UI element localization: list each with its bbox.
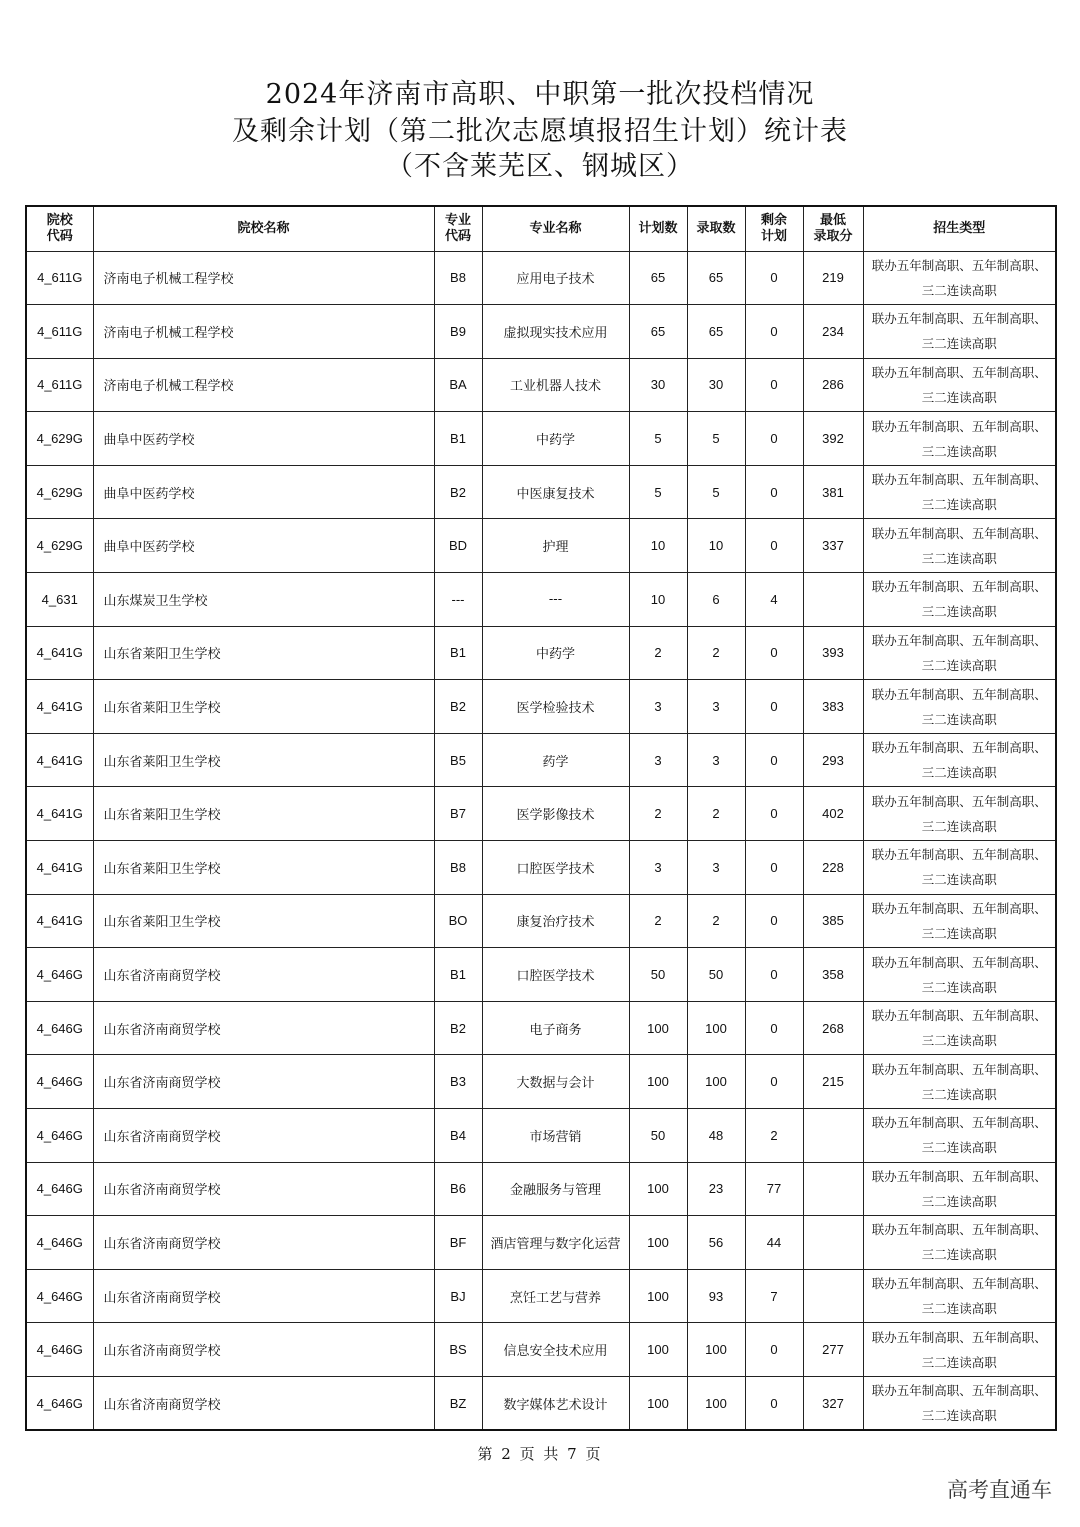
school-code-cell: 4_611G bbox=[26, 305, 93, 359]
admission-type-cell: 联办五年制高职、五年制高职、 三二连读高职 bbox=[863, 305, 1056, 359]
remaining-plan-cell: 0 bbox=[745, 841, 803, 895]
school-code-cell: 4_629G bbox=[26, 465, 93, 519]
min-score-cell: 215 bbox=[803, 1055, 863, 1109]
remaining-plan-cell: 0 bbox=[745, 412, 803, 466]
admitted-count-cell: 2 bbox=[687, 894, 745, 948]
table-row bbox=[26, 358, 1056, 412]
major-name-cell: 工业机器人技术 bbox=[482, 358, 629, 412]
major-name-cell: 中药学 bbox=[482, 626, 629, 680]
school-name-cell: 曲阜中医药学校 bbox=[93, 412, 434, 466]
remaining-plan-cell: 0 bbox=[745, 1323, 803, 1377]
header-min-score: 最低 录取分 bbox=[803, 206, 863, 251]
admission-type-cell: 联办五年制高职、五年制高职、 三二连读高职 bbox=[863, 1269, 1056, 1323]
admission-type-cell: 联办五年制高职、五年制高职、 三二连读高职 bbox=[863, 1162, 1056, 1216]
major-code-cell: B2 bbox=[434, 680, 482, 734]
school-name-cell: 山东省济南商贸学校 bbox=[93, 948, 434, 1002]
header-admitted-count: 录取数 bbox=[687, 206, 745, 251]
admission-type-cell: 联办五年制高职、五年制高职、 三二连读高职 bbox=[863, 519, 1056, 573]
admitted-count-cell: 100 bbox=[687, 1376, 745, 1430]
admission-type-cell: 联办五年制高职、五年制高职、 三二连读高职 bbox=[863, 841, 1056, 895]
school-code-cell: 4_631 bbox=[26, 573, 93, 627]
school-name-cell: 山东煤炭卫生学校 bbox=[93, 573, 434, 627]
table-body bbox=[26, 251, 1056, 1430]
table-row bbox=[26, 680, 1056, 734]
min-score-cell: 293 bbox=[803, 733, 863, 787]
admitted-count-cell: 65 bbox=[687, 251, 745, 305]
table-row bbox=[26, 1323, 1056, 1377]
school-code-cell: 4_646G bbox=[26, 1216, 93, 1270]
school-code-cell: 4_646G bbox=[26, 1001, 93, 1055]
table-row bbox=[26, 733, 1056, 787]
admission-type-cell: 联办五年制高职、五年制高职、 三二连读高职 bbox=[863, 894, 1056, 948]
admission-type-cell: 联办五年制高职、五年制高职、 三二连读高职 bbox=[863, 1323, 1056, 1377]
school-code-cell: 4_641G bbox=[26, 787, 93, 841]
table-row bbox=[26, 1269, 1056, 1323]
school-code-cell: 4_646G bbox=[26, 1109, 93, 1163]
major-name-cell: 中医康复技术 bbox=[482, 465, 629, 519]
major-name-cell: 医学影像技术 bbox=[482, 787, 629, 841]
min-score-cell: 385 bbox=[803, 894, 863, 948]
school-name-cell: 山东省济南商贸学校 bbox=[93, 1055, 434, 1109]
admitted-count-cell: 5 bbox=[687, 412, 745, 466]
plan-count-cell: 50 bbox=[629, 1109, 687, 1163]
table-row bbox=[26, 573, 1056, 627]
admission-type-cell: 联办五年制高职、五年制高职、 三二连读高职 bbox=[863, 1001, 1056, 1055]
major-name-cell: 信息安全技术应用 bbox=[482, 1323, 629, 1377]
major-code-cell: B2 bbox=[434, 1001, 482, 1055]
plan-count-cell: 100 bbox=[629, 1323, 687, 1377]
table-header-row bbox=[26, 206, 1056, 251]
page-number: 第 2 页 共 7 页 bbox=[477, 1445, 603, 1463]
page-title-line-1: 2024年济南市高职、中职第一批次投档情况 bbox=[265, 79, 815, 110]
major-name-cell: 虚拟现实技术应用 bbox=[482, 305, 629, 359]
major-code-cell: B1 bbox=[434, 626, 482, 680]
min-score-cell: 337 bbox=[803, 519, 863, 573]
min-score-cell: 402 bbox=[803, 787, 863, 841]
major-name-cell: 护理 bbox=[482, 519, 629, 573]
school-name-cell: 山东省莱阳卫生学校 bbox=[93, 841, 434, 895]
admitted-count-cell: 10 bbox=[687, 519, 745, 573]
school-code-cell: 4_646G bbox=[26, 1162, 93, 1216]
min-score-cell bbox=[803, 1216, 863, 1270]
table-row bbox=[26, 251, 1056, 305]
header-admission-type: 招生类型 bbox=[863, 206, 1056, 251]
table-row bbox=[26, 1216, 1056, 1270]
school-code-cell: 4_641G bbox=[26, 626, 93, 680]
school-name-cell: 山东省济南商贸学校 bbox=[93, 1323, 434, 1377]
min-score-cell: 358 bbox=[803, 948, 863, 1002]
major-code-cell: BZ bbox=[434, 1376, 482, 1430]
plan-count-cell: 100 bbox=[629, 1376, 687, 1430]
min-score-cell bbox=[803, 573, 863, 627]
table-row bbox=[26, 412, 1056, 466]
major-code-cell: B8 bbox=[434, 251, 482, 305]
school-name-cell: 山东省莱阳卫生学校 bbox=[93, 626, 434, 680]
major-code-cell: B8 bbox=[434, 841, 482, 895]
admitted-count-cell: 2 bbox=[687, 787, 745, 841]
min-score-cell: 383 bbox=[803, 680, 863, 734]
table-row bbox=[26, 1109, 1056, 1163]
school-name-cell: 济南电子机械工程学校 bbox=[93, 251, 434, 305]
school-code-cell: 4_641G bbox=[26, 841, 93, 895]
admitted-count-cell: 3 bbox=[687, 680, 745, 734]
major-name-cell: 金融服务与管理 bbox=[482, 1162, 629, 1216]
admission-type-cell: 联办五年制高职、五年制高职、 三二连读高职 bbox=[863, 358, 1056, 412]
school-code-cell: 4_641G bbox=[26, 680, 93, 734]
remaining-plan-cell: 44 bbox=[745, 1216, 803, 1270]
table-row bbox=[26, 626, 1056, 680]
header-remaining-plan: 剩余 计划 bbox=[745, 206, 803, 251]
major-code-cell: BS bbox=[434, 1323, 482, 1377]
min-score-cell: 286 bbox=[803, 358, 863, 412]
min-score-cell bbox=[803, 1109, 863, 1163]
major-name-cell: 市场营销 bbox=[482, 1109, 629, 1163]
major-name-cell: 电子商务 bbox=[482, 1001, 629, 1055]
admitted-count-cell: 23 bbox=[687, 1162, 745, 1216]
school-name-cell: 山东省莱阳卫生学校 bbox=[93, 733, 434, 787]
school-name-cell: 济南电子机械工程学校 bbox=[93, 305, 434, 359]
min-score-cell: 228 bbox=[803, 841, 863, 895]
min-score-cell: 393 bbox=[803, 626, 863, 680]
table-row bbox=[26, 948, 1056, 1002]
min-score-cell: 392 bbox=[803, 412, 863, 466]
major-code-cell: B1 bbox=[434, 948, 482, 1002]
remaining-plan-cell: 7 bbox=[745, 1269, 803, 1323]
admission-type-cell: 联办五年制高职、五年制高职、 三二连读高职 bbox=[863, 948, 1056, 1002]
school-code-cell: 4_629G bbox=[26, 412, 93, 466]
remaining-plan-cell: 0 bbox=[745, 733, 803, 787]
major-code-cell: B9 bbox=[434, 305, 482, 359]
remaining-plan-cell: 0 bbox=[745, 680, 803, 734]
admission-type-cell: 联办五年制高职、五年制高职、 三二连读高职 bbox=[863, 251, 1056, 305]
major-code-cell: BJ bbox=[434, 1269, 482, 1323]
admission-type-cell: 联办五年制高职、五年制高职、 三二连读高职 bbox=[863, 1376, 1056, 1430]
plan-count-cell: 100 bbox=[629, 1162, 687, 1216]
major-code-cell: B3 bbox=[434, 1055, 482, 1109]
school-name-cell: 山东省济南商贸学校 bbox=[93, 1109, 434, 1163]
plan-count-cell: 100 bbox=[629, 1055, 687, 1109]
major-code-cell: BD bbox=[434, 519, 482, 573]
major-name-cell: 药学 bbox=[482, 733, 629, 787]
admitted-count-cell: 6 bbox=[687, 573, 745, 627]
admission-type-cell: 联办五年制高职、五年制高职、 三二连读高职 bbox=[863, 787, 1056, 841]
table-row bbox=[26, 305, 1056, 359]
remaining-plan-cell: 2 bbox=[745, 1109, 803, 1163]
admission-type-cell: 联办五年制高职、五年制高职、 三二连读高职 bbox=[863, 465, 1056, 519]
admission-type-cell: 联办五年制高职、五年制高职、 三二连读高职 bbox=[863, 1216, 1056, 1270]
header-major-name: 专业名称 bbox=[482, 206, 629, 251]
major-name-cell: 数字媒体艺术设计 bbox=[482, 1376, 629, 1430]
major-name-cell: 应用电子技术 bbox=[482, 251, 629, 305]
school-code-cell: 4_646G bbox=[26, 948, 93, 1002]
remaining-plan-cell: 0 bbox=[745, 305, 803, 359]
school-code-cell: 4_611G bbox=[26, 358, 93, 412]
plan-count-cell: 5 bbox=[629, 465, 687, 519]
major-name-cell: 口腔医学技术 bbox=[482, 841, 629, 895]
admission-type-cell: 联办五年制高职、五年制高职、 三二连读高职 bbox=[863, 1055, 1056, 1109]
admission-type-cell: 联办五年制高职、五年制高职、 三二连读高职 bbox=[863, 412, 1056, 466]
major-code-cell: --- bbox=[434, 573, 482, 627]
major-name-cell: 中药学 bbox=[482, 412, 629, 466]
school-code-cell: 4_611G bbox=[26, 251, 93, 305]
admission-type-cell: 联办五年制高职、五年制高职、 三二连读高职 bbox=[863, 573, 1056, 627]
table-row bbox=[26, 1376, 1056, 1430]
school-name-cell: 济南电子机械工程学校 bbox=[93, 358, 434, 412]
remaining-plan-cell: 0 bbox=[745, 519, 803, 573]
min-score-cell: 381 bbox=[803, 465, 863, 519]
watermark: 高考直通车 bbox=[947, 1478, 1052, 1502]
admission-type-cell: 联办五年制高职、五年制高职、 三二连读高职 bbox=[863, 1109, 1056, 1163]
school-code-cell: 4_646G bbox=[26, 1269, 93, 1323]
remaining-plan-cell: 0 bbox=[745, 251, 803, 305]
header-plan-count: 计划数 bbox=[629, 206, 687, 251]
table-row bbox=[26, 894, 1056, 948]
min-score-cell: 277 bbox=[803, 1323, 863, 1377]
remaining-plan-cell: 0 bbox=[745, 358, 803, 412]
major-code-cell: BF bbox=[434, 1216, 482, 1270]
plan-count-cell: 2 bbox=[629, 894, 687, 948]
table-row bbox=[26, 519, 1056, 573]
table-row bbox=[26, 1162, 1056, 1216]
school-code-cell: 4_641G bbox=[26, 894, 93, 948]
school-name-cell: 山东省济南商贸学校 bbox=[93, 1376, 434, 1430]
table-row bbox=[26, 465, 1056, 519]
header-major-code: 专业 代码 bbox=[434, 206, 482, 251]
major-code-cell: BA bbox=[434, 358, 482, 412]
major-code-cell: B2 bbox=[434, 465, 482, 519]
admitted-count-cell: 56 bbox=[687, 1216, 745, 1270]
remaining-plan-cell: 0 bbox=[745, 787, 803, 841]
remaining-plan-cell: 77 bbox=[745, 1162, 803, 1216]
admission-type-cell: 联办五年制高职、五年制高职、 三二连读高职 bbox=[863, 733, 1056, 787]
remaining-plan-cell: 0 bbox=[745, 1376, 803, 1430]
admitted-count-cell: 93 bbox=[687, 1269, 745, 1323]
table-row bbox=[26, 1001, 1056, 1055]
min-score-cell: 327 bbox=[803, 1376, 863, 1430]
school-code-cell: 4_641G bbox=[26, 733, 93, 787]
plan-count-cell: 100 bbox=[629, 1269, 687, 1323]
major-name-cell: 医学检验技术 bbox=[482, 680, 629, 734]
admission-type-cell: 联办五年制高职、五年制高职、 三二连读高职 bbox=[863, 626, 1056, 680]
min-score-cell bbox=[803, 1269, 863, 1323]
school-name-cell: 曲阜中医药学校 bbox=[93, 465, 434, 519]
plan-count-cell: 100 bbox=[629, 1001, 687, 1055]
major-code-cell: B1 bbox=[434, 412, 482, 466]
admitted-count-cell: 65 bbox=[687, 305, 745, 359]
school-name-cell: 山东省济南商贸学校 bbox=[93, 1216, 434, 1270]
table-row bbox=[26, 787, 1056, 841]
major-name-cell: --- bbox=[482, 573, 629, 627]
major-name-cell: 烹饪工艺与营养 bbox=[482, 1269, 629, 1323]
remaining-plan-cell: 0 bbox=[745, 465, 803, 519]
school-name-cell: 山东省莱阳卫生学校 bbox=[93, 894, 434, 948]
admitted-count-cell: 50 bbox=[687, 948, 745, 1002]
remaining-plan-cell: 0 bbox=[745, 626, 803, 680]
school-name-cell: 曲阜中医药学校 bbox=[93, 519, 434, 573]
page-title-line-3: （不含莱芜区、钢城区） bbox=[386, 151, 694, 182]
major-code-cell: B6 bbox=[434, 1162, 482, 1216]
admitted-count-cell: 2 bbox=[687, 626, 745, 680]
major-code-cell: B5 bbox=[434, 733, 482, 787]
header-school-name: 院校名称 bbox=[93, 206, 434, 251]
school-name-cell: 山东省济南商贸学校 bbox=[93, 1269, 434, 1323]
school-code-cell: 4_646G bbox=[26, 1323, 93, 1377]
school-name-cell: 山东省济南商贸学校 bbox=[93, 1162, 434, 1216]
plan-count-cell: 10 bbox=[629, 573, 687, 627]
plan-count-cell: 5 bbox=[629, 412, 687, 466]
plan-count-cell: 10 bbox=[629, 519, 687, 573]
plan-count-cell: 100 bbox=[629, 1216, 687, 1270]
admission-type-cell: 联办五年制高职、五年制高职、 三二连读高职 bbox=[863, 680, 1056, 734]
plan-count-cell: 65 bbox=[629, 251, 687, 305]
plan-count-cell: 65 bbox=[629, 305, 687, 359]
min-score-cell bbox=[803, 1162, 863, 1216]
remaining-plan-cell: 0 bbox=[745, 1001, 803, 1055]
table-row bbox=[26, 1055, 1056, 1109]
major-name-cell: 康复治疗技术 bbox=[482, 894, 629, 948]
admitted-count-cell: 5 bbox=[687, 465, 745, 519]
school-code-cell: 4_646G bbox=[26, 1376, 93, 1430]
school-name-cell: 山东省莱阳卫生学校 bbox=[93, 680, 434, 734]
plan-count-cell: 2 bbox=[629, 787, 687, 841]
page-title-line-2: 及剩余计划（第二批次志愿填报招生计划）统计表 bbox=[232, 116, 848, 147]
major-code-cell: BO bbox=[434, 894, 482, 948]
school-name-cell: 山东省济南商贸学校 bbox=[93, 1001, 434, 1055]
major-name-cell: 口腔医学技术 bbox=[482, 948, 629, 1002]
major-name-cell: 大数据与会计 bbox=[482, 1055, 629, 1109]
major-code-cell: B4 bbox=[434, 1109, 482, 1163]
min-score-cell: 268 bbox=[803, 1001, 863, 1055]
remaining-plan-cell: 0 bbox=[745, 894, 803, 948]
min-score-cell: 219 bbox=[803, 251, 863, 305]
remaining-plan-cell: 0 bbox=[745, 1055, 803, 1109]
admitted-count-cell: 3 bbox=[687, 841, 745, 895]
min-score-cell: 234 bbox=[803, 305, 863, 359]
school-name-cell: 山东省莱阳卫生学校 bbox=[93, 787, 434, 841]
remaining-plan-cell: 0 bbox=[745, 948, 803, 1002]
plan-count-cell: 3 bbox=[629, 680, 687, 734]
plan-count-cell: 3 bbox=[629, 733, 687, 787]
plan-count-cell: 30 bbox=[629, 358, 687, 412]
plan-count-cell: 3 bbox=[629, 841, 687, 895]
table-row bbox=[26, 841, 1056, 895]
major-name-cell: 酒店管理与数字化运营 bbox=[482, 1216, 629, 1270]
remaining-plan-cell: 4 bbox=[745, 573, 803, 627]
admitted-count-cell: 3 bbox=[687, 733, 745, 787]
plan-count-cell: 50 bbox=[629, 948, 687, 1002]
school-code-cell: 4_629G bbox=[26, 519, 93, 573]
admitted-count-cell: 48 bbox=[687, 1109, 745, 1163]
admitted-count-cell: 100 bbox=[687, 1001, 745, 1055]
header-school-code: 院校 代码 bbox=[26, 206, 93, 251]
admitted-count-cell: 100 bbox=[687, 1055, 745, 1109]
admitted-count-cell: 100 bbox=[687, 1323, 745, 1377]
admission-table bbox=[25, 205, 1057, 1431]
major-code-cell: B7 bbox=[434, 787, 482, 841]
admitted-count-cell: 30 bbox=[687, 358, 745, 412]
school-code-cell: 4_646G bbox=[26, 1055, 93, 1109]
plan-count-cell: 2 bbox=[629, 626, 687, 680]
